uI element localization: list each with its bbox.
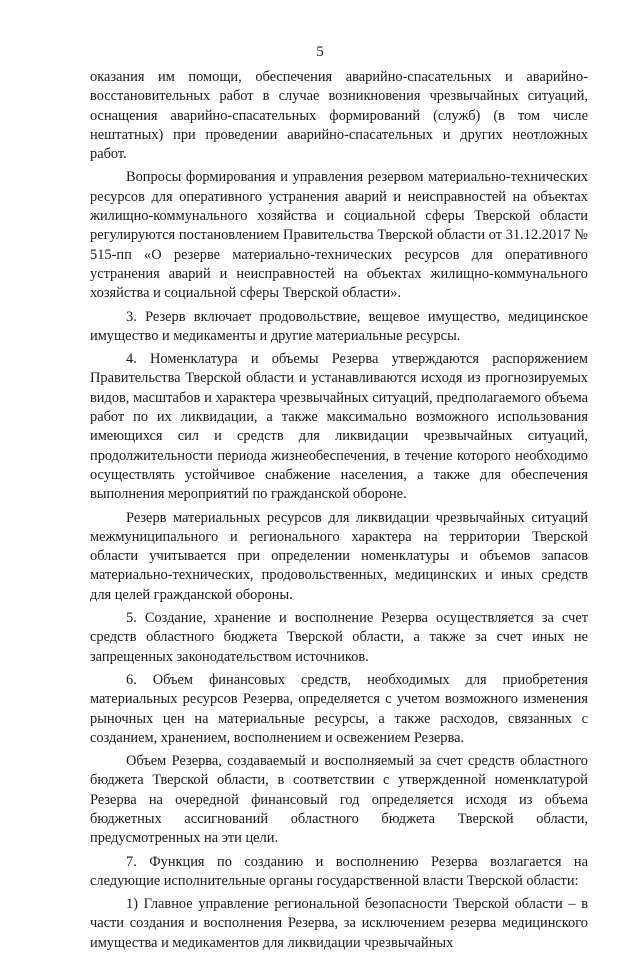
paragraph: 5. Создание, хранение и восполнение Резерва осуществляется за счет средств областного бюджета Тверской области, а также за счет иных не запрещенных законодательством источников. [90, 610, 588, 665]
paragraph: Вопросы формирования и управления резервом материально-технических ресурсов для оперативного устранения аварий и неисправностей на объектах жилищно-коммунального хозяйства и социальной сферы Тверской области регулируются постановлением Правительства Тверской области от 31.12.2017 № 515-пп «О резерве материально-технических ресурсов для оперативного устранения аварий и неисправностей на объектах жилищно-коммунального хозяйства и социальной сферы Тверской области». [90, 169, 588, 302]
paragraph: Объем Резерва, создаваемый и восполняемый за счет средств областного бюджета Тверской области, в соответствии с утвержденной номенклатурой Резерва на очередной финансовый год определяется исходя из объема бюджетных ассигнований областного бюджета Тверской области, предусмотренных на эти цели. [90, 753, 588, 847]
paragraph: 6. Объем финансовых средств, необходимых для приобретения материальных ресурсов Резерва, определяется с учетом возможного изменения рыночных цен на материальные ресурсы, а также расходов, связанных с созданием, хранением, восполнением и освежением Резерва. [90, 671, 588, 746]
paragraph: оказания им помощи, обеспечения аварийно-спасательных и аварийно-восстановительных работ в случае возникновения чрезвычайных ситуаций, оснащения аварийно-спасательных формирований (служб) (в том числе нештатных) при проведении аварийно-спасательных и других неотложных работ. [90, 69, 588, 163]
paragraph: 7. Функция по созданию и восполнению Резерва возлагается на следующие исполнительные органы государственной власти Тверской области: [90, 853, 588, 889]
paragraph: 3. Резерв включает продовольствие, вещевое имущество, медицинское имущество и медикаменты и другие материальные ресурсы. [90, 308, 588, 344]
paragraph: 4. Номенклатура и объемы Резерва утверждаются распоряжением Правительства Тверской области и устанавливаются исходя из прогнозируемых видов, масштабов и характера чрезвычайных ситуаций, предполагаемого объема работ по их ликвидации, а также максимально возможного использования имеющихся сил и средств для ликвидации чрезвычайных ситуаций, продолжительности периода жизнеобеспечения, в течение которого необходимо осуществлять устойчивое снабжение населения, а также для обеспечения выполнения мероприятий по гражданской обороне. [90, 351, 588, 503]
paragraph: 1) Главное управление региональной безопасности Тверской области – в части создания и восполнения Резерва, за исключением резерва медицинского имущества и медикаментов для ликвидации чрезвычайных [90, 896, 588, 951]
page-number: 5 [316, 44, 324, 60]
paragraph: Резерв материальных ресурсов для ликвидации чрезвычайных ситуаций межмуниципального и регионального характера на территории Тверской области учитывается при определении номенклатуры и объемов запасов материально-технических, продовольственных, медицинских и иных средств для целей гражданской обороны. [90, 509, 588, 603]
document-body [90, 68, 588, 953]
